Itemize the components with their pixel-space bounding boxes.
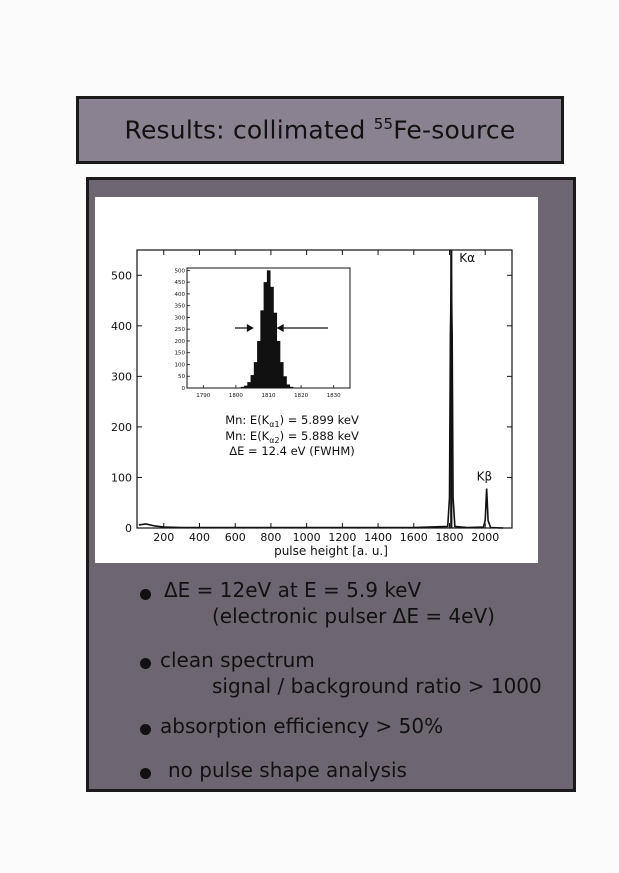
inset-x-tick-label: 1790 bbox=[196, 393, 211, 399]
inset-bar bbox=[260, 310, 264, 388]
y-tick-label: 0 bbox=[125, 522, 132, 535]
inset-bar bbox=[267, 270, 271, 388]
inset-bar bbox=[270, 287, 274, 388]
x-tick-label: 1200 bbox=[328, 531, 357, 544]
inset-y-tick-label: 500 bbox=[174, 268, 185, 275]
x-tick-label: 1400 bbox=[364, 531, 393, 544]
inset-x-tick-label: 1810 bbox=[261, 393, 276, 399]
inset-bar bbox=[241, 387, 245, 388]
x-axis-label: pulse height [a. u.] bbox=[274, 544, 388, 558]
x-tick-label: 600 bbox=[224, 531, 246, 544]
bullet-dot bbox=[140, 724, 151, 735]
x-tick-label: 400 bbox=[189, 531, 210, 544]
inset-y-tick-label: 450 bbox=[174, 280, 185, 287]
inset-bar bbox=[254, 362, 258, 388]
y-tick-label: 300 bbox=[111, 370, 132, 384]
inset-y-tick-label: 0 bbox=[181, 386, 185, 392]
x-tick-label: 200 bbox=[153, 531, 175, 544]
annotation-ka2: Mn: $E(K_{\alpha 2}) = 5.888$ keV bbox=[225, 429, 359, 445]
slide-title: Results: collimated $^{55}$Fe-source bbox=[124, 115, 516, 145]
annotation-fwhm: ΔE = 12.4 eV (FWHM) bbox=[229, 444, 355, 458]
inset-y-tick-label: 200 bbox=[174, 338, 185, 345]
bullet-3-line1: absorption efficiency > 50% bbox=[160, 714, 444, 738]
bullet-1-line2: (electronic pulser ΔE = 4eV) bbox=[212, 604, 495, 628]
x-tick-label: 1800 bbox=[435, 531, 464, 544]
inset-bar bbox=[273, 313, 277, 388]
inset-y-tick-label: 100 bbox=[174, 362, 185, 369]
inset-bar bbox=[286, 384, 290, 388]
y-tick-label: 100 bbox=[111, 471, 132, 485]
inset-y-tick-label: 50 bbox=[178, 374, 185, 381]
bullet-4-line1: no pulse shape analysis bbox=[168, 758, 407, 782]
bullet-2-line1: clean spectrum bbox=[160, 648, 315, 672]
peak-label: Kβ bbox=[476, 469, 493, 484]
inset-bar bbox=[277, 341, 281, 388]
inset-y-tick-label: 400 bbox=[174, 291, 185, 298]
inset-bar bbox=[247, 382, 251, 388]
annotation-ka1: Mn: $E(K_{\alpha 1}) = 5.899$ keV bbox=[225, 413, 359, 429]
bullet-dot bbox=[140, 768, 151, 779]
y-tick-label: 400 bbox=[111, 319, 132, 333]
x-tick-label: 1600 bbox=[399, 531, 428, 544]
inset-bar bbox=[290, 387, 294, 388]
y-tick-label: 200 bbox=[111, 420, 132, 434]
inset-x-tick-label: 1800 bbox=[228, 393, 243, 399]
inset-x-tick-label: 1830 bbox=[326, 393, 341, 399]
bullet-dot bbox=[140, 658, 151, 669]
inset-y-tick-label: 300 bbox=[174, 315, 185, 322]
inset-bar bbox=[244, 386, 248, 388]
inset-bar bbox=[283, 376, 287, 388]
inset-y-tick-label: 350 bbox=[174, 303, 185, 310]
bullet-dot bbox=[140, 589, 151, 600]
y-tick-label: 500 bbox=[111, 269, 132, 283]
bullet-2-line2: signal / background ratio > 1000 bbox=[212, 674, 542, 698]
x-tick-label: 1000 bbox=[292, 531, 321, 544]
inset-bar bbox=[280, 362, 284, 388]
inset-x-tick-label: 1820 bbox=[294, 393, 309, 399]
bullet-1-line1: ΔE = 12eV at E = 5.9 keV bbox=[164, 578, 422, 602]
inset-bar bbox=[264, 282, 268, 388]
inset-bar bbox=[251, 375, 255, 388]
x-tick-label: 800 bbox=[260, 531, 282, 544]
x-tick-label: 2000 bbox=[471, 531, 500, 544]
inset-y-tick-label: 250 bbox=[174, 327, 185, 334]
inset-y-tick-label: 150 bbox=[174, 350, 185, 357]
inset-bar bbox=[257, 341, 261, 388]
peak-label: Kα bbox=[459, 251, 476, 265]
